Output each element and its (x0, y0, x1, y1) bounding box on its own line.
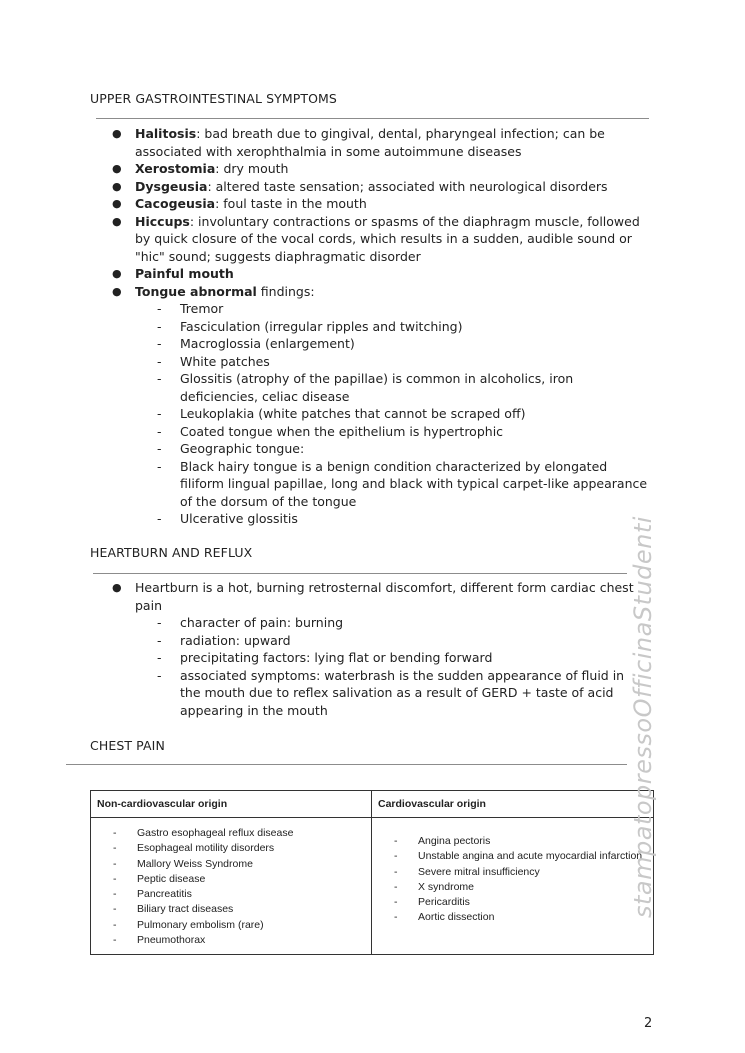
cause-text: Biliary tract diseases (137, 903, 234, 916)
list-item (110, 283, 650, 528)
cause-text: Unstable angina and acute myocardial infarction (418, 850, 643, 863)
dash-icon: - (157, 667, 162, 683)
dash-icon: - (157, 301, 162, 316)
cardiovascular-list (372, 834, 653, 926)
heartburn-list (110, 579, 635, 719)
dash-icon: - (157, 318, 162, 334)
sub-item-text: Black hairy tongue is a benign condition characterized by elongated filiform lingual papillae, long and black with typical carpet-like appearance of the dorsum of the tongue (180, 458, 648, 509)
sub-list-item (135, 335, 650, 353)
table-row (91, 818, 654, 955)
sub-item-text: Macroglossia (enlargement) (180, 336, 355, 351)
bullet-icon: ● (112, 581, 122, 594)
list-item (91, 872, 371, 887)
bullet-icon: ● (112, 267, 122, 280)
dash-icon: - (394, 835, 398, 847)
sub-item-text: Geographic tongue: (180, 441, 305, 456)
dash-icon: - (113, 842, 117, 855)
sub-item-text: Tremor (180, 301, 224, 316)
term: Tongue abnormal (135, 283, 257, 299)
section-rule (66, 764, 627, 765)
sub-item-text: character of pain: burning (180, 615, 344, 630)
dash-icon: - (157, 632, 162, 648)
upper-gi-list (110, 125, 650, 528)
cause-text: Pericarditis (418, 896, 470, 909)
list-item (91, 857, 371, 872)
heading-upper-gi: UPPER GASTROINTESTINAL SYMPTOMS (90, 91, 337, 106)
description: findings: (256, 283, 315, 299)
dash-icon: - (157, 441, 162, 456)
list-item (372, 849, 653, 864)
list-item (372, 895, 653, 910)
cause-text: Aortic dissection (418, 911, 495, 924)
dash-icon: - (157, 615, 162, 630)
cause-text: Esophageal motility disorders (137, 842, 275, 855)
sub-list-item (135, 440, 650, 458)
dash-icon: - (157, 423, 162, 439)
sub-list-item (135, 649, 635, 667)
dash-icon: - (157, 371, 162, 386)
term: Xerostomia (135, 161, 216, 176)
dash-icon: - (157, 650, 162, 665)
description: : altered taste sensation; associated with neurological disorders (207, 178, 608, 194)
dash-icon: - (113, 934, 117, 947)
dash-icon: - (157, 458, 162, 474)
sub-item-text: radiation: upward (180, 632, 291, 648)
list-item (110, 195, 650, 213)
description: : foul taste in the mouth (215, 196, 367, 211)
list-item (372, 910, 653, 925)
cause-text: X syndrome (418, 880, 475, 893)
term: Dysgeusia (135, 178, 208, 194)
heartburn-details-list (135, 614, 635, 719)
cardiovascular-cell (372, 818, 654, 955)
column-header-non-cardiovascular: Non-cardiovascular origin (91, 791, 372, 818)
section-rule (96, 118, 649, 119)
sub-list-item (135, 632, 635, 650)
list-item (91, 918, 371, 933)
bullet-icon: ● (112, 214, 122, 228)
sub-item-text: associated symptoms: waterbrash is the sudden appearance of fluid in the mouth due to reflex salivation as a result of GERD + taste of acid appearing in the mouth (180, 667, 625, 718)
section-rule (93, 573, 627, 574)
heading-chest-pain: CHEST PAIN (90, 738, 165, 753)
sub-list-item (135, 667, 635, 720)
dash-icon: - (113, 903, 117, 916)
heading-heartburn: HEARTBURN AND REFLUX (90, 545, 253, 560)
list-item (110, 178, 650, 196)
dash-icon: - (394, 911, 398, 924)
list-item (110, 160, 650, 178)
cause-text: Peptic disease (137, 872, 206, 885)
list-item (110, 265, 650, 283)
sub-item-text: White patches (180, 353, 270, 369)
sub-list-item (135, 614, 635, 632)
cause-text: Pneumothorax (137, 934, 206, 947)
sub-list-item (135, 510, 650, 528)
sub-list-item (135, 318, 650, 336)
non-cardiovascular-list (91, 826, 371, 948)
dash-icon: - (157, 406, 162, 421)
dash-icon: - (113, 888, 117, 901)
description: : involuntary contractions or spasms of the diaphragm muscle, followed by quick closure of the vocal cords, which results in a sudden, audible sound or "hic" sound; suggests diaphragmatic disorder (135, 213, 640, 264)
sub-list-item (135, 405, 650, 423)
dash-icon: - (394, 865, 398, 878)
sub-item-text: Leukoplakia (white patches that cannot be scraped off) (180, 406, 526, 421)
list-item (372, 880, 653, 895)
list-item (110, 213, 650, 266)
non-cardiovascular-cell (91, 818, 372, 955)
list-item (372, 834, 653, 849)
cause-text: Severe mitral insufficiency (418, 865, 540, 878)
cause-text: Pulmonary embolism (rare) (137, 918, 264, 931)
description: Heartburn is a hot, burning retrosternal discomfort, different form cardiac chest pain (135, 580, 634, 613)
sub-list-item (135, 458, 650, 511)
bullet-icon: ● (112, 127, 122, 140)
dash-icon: - (394, 850, 398, 863)
sub-list-item (135, 353, 650, 371)
dash-icon: - (113, 857, 117, 870)
bullet-icon: ● (112, 179, 122, 193)
list-item (91, 933, 371, 948)
list-item (91, 887, 371, 902)
list-item (372, 865, 653, 880)
dash-icon: - (157, 511, 162, 526)
sub-item-text: precipitating factors: lying flat or bending forward (180, 650, 493, 665)
dash-icon: - (394, 896, 398, 909)
bullet-icon: ● (112, 162, 122, 175)
sub-item-text: Glossitis (atrophy of the papillae) is common in alcoholics, iron deficiencies, celiac disease (180, 371, 574, 404)
dash-icon: - (157, 336, 162, 351)
list-item (110, 125, 650, 160)
term: Halitosis (135, 126, 197, 141)
dash-icon: - (157, 353, 162, 369)
dash-icon: - (394, 880, 398, 893)
list-item (91, 902, 371, 917)
sub-list-item (135, 423, 650, 441)
table-header-row (91, 791, 654, 818)
cause-text: Gastro esophageal reflux disease (137, 827, 294, 839)
sub-list-item (135, 370, 650, 405)
column-header-cardiovascular: Cardiovascular origin (372, 791, 654, 818)
sub-item-text: Coated tongue when the epithelium is hypertrophic (180, 423, 504, 439)
list-item (91, 826, 371, 841)
cause-text: Pancreatitis (137, 888, 192, 901)
dash-icon: - (113, 872, 117, 885)
sub-item-text: Ulcerative glossitis (180, 511, 298, 526)
bullet-icon: ● (112, 284, 122, 298)
sub-item-text: Fasciculation (irregular ripples and twitching) (180, 318, 463, 334)
description: : bad breath due to gingival, dental, pharyngeal infection; can be associated with xerophthalmia in some autoimmune diseases (135, 126, 605, 159)
tongue-findings-list (135, 300, 650, 528)
cause-text: Mallory Weiss Syndrome (137, 857, 253, 870)
term: Cacogeusia (135, 196, 216, 211)
chest-pain-table (90, 790, 654, 955)
bullet-icon: ● (112, 197, 122, 210)
list-item (91, 841, 371, 856)
term: Hiccups (135, 213, 190, 229)
watermark: stampatopressoOfficinaStudenti (629, 516, 657, 918)
page-number: 2 (644, 1016, 653, 1031)
description: : dry mouth (215, 161, 289, 176)
cause-text: Angina pectoris (418, 835, 491, 847)
term: Painful mouth (135, 266, 234, 281)
list-item (110, 579, 635, 719)
sub-list-item (135, 300, 650, 318)
dash-icon: - (113, 918, 117, 931)
dash-icon: - (113, 827, 117, 839)
